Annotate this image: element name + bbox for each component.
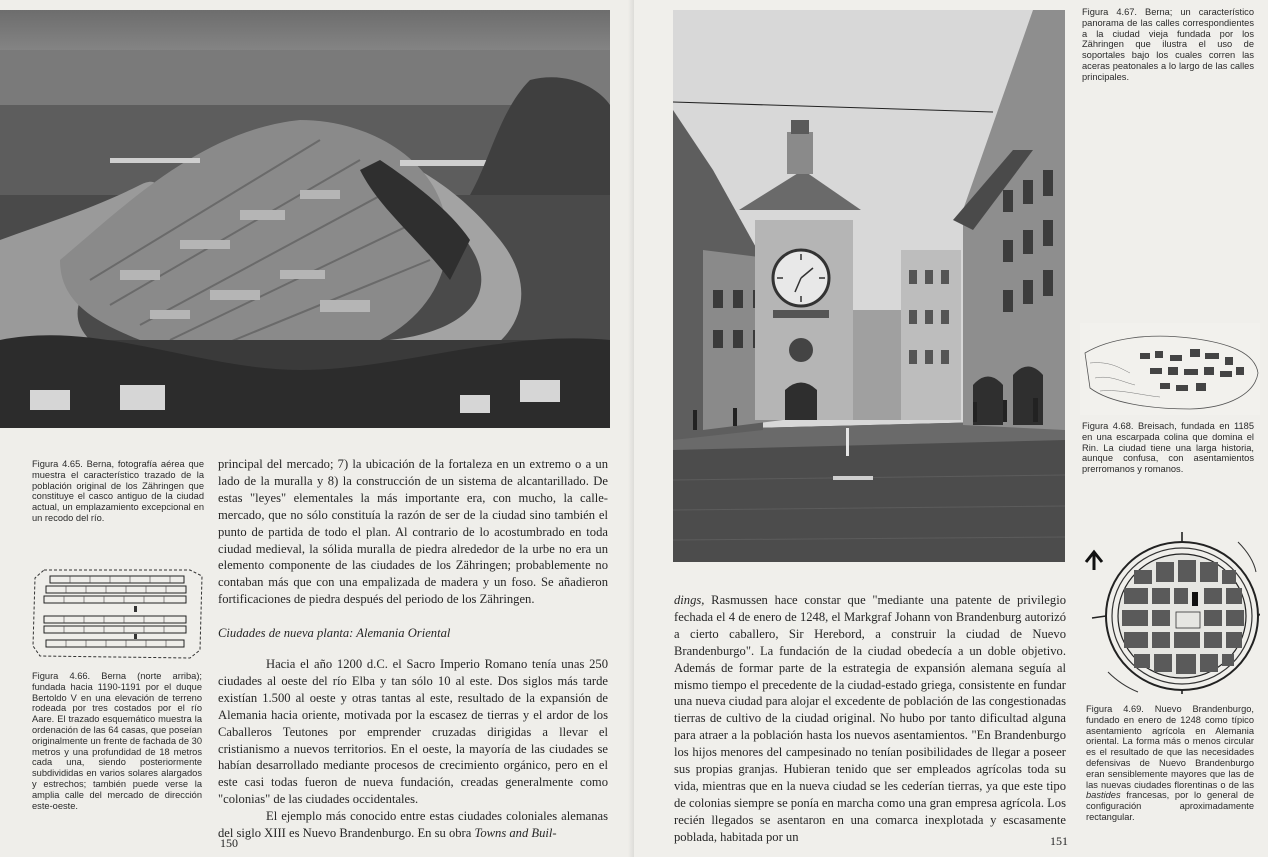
page-number-right: 151 — [1050, 834, 1068, 848]
right-paragraph-1: dings, Rasmussen hace constar que "mediante una patente de privilegio fechada el 4 de enero de 1248, el Markgraf Johann von Brandenburg autorizó a cierto caballero, Sir Herebord, a construir la ciudad de Nuevo Brandenburgo". La fundación de la ciudad obedecía a un doble objetivo. Además de formar parte de la estrategia de expansión alemana seguía al mismo tiempo el precedente de la ciudad-estado griega, consistente en fundar una nueva ciudad para alojar el excedente de población de las congestionadas tierras de cultivo de la ciudad original. No hubo por tanto dificultad alguna para atraer a la población hasta los nuevos asentamientos. "En Brandenburgo los hijos menores del campesinado no tenían posibilidades de llegar a poseer sus propias granjas. Hubieran tenido que ser empleados agrícolas toda su vida, mientras que en la nueva ciudad se les cederían tierras, ya que este tipo de colonias siempre se ponía en marcha como una gran empresa agrícola. Los recién llegados se asentaron en una comarca inexplotada y escasamente poblada, habitada por un — [674, 593, 1067, 844]
caption-figure-4-69: Figura 4.69. Nuevo Brandenburgo, fundado en enero de 1248 como típico asentamiento agrícola en Alemania oriental. La forma más o menos circular es el resultado de que las necesidades defensivas de Nuevo Brandenburgo eran sensiblemente mayores que las de las nuevas ciudades florentinas o de las bastides francesas, por lo general de configuración aproximadamente rectangular. — [1086, 704, 1254, 822]
caption-figure-4-65: Figura 4.65. Berna, fotografía aérea que muestra el característico trazado de la población original de los Zähringen que constituye el casco antiguo de la ciudad actual, un emplazamiento excepcional en un recodo del río. — [32, 459, 204, 523]
section-heading: Ciudades de nueva planta: Alemania Oriental — [218, 626, 451, 640]
neubrandenburg-plan — [1078, 532, 1260, 694]
caption-figure-4-66: Figura 4.66. Berna (norte arriba); fundada hacia 1190-1191 por el duque Bertoldo V en una elevación de terreno rodeada por tres costados por el río Aare. El trazado esquemático muestra la ordenación de las 64 casas, que poseían originalmente un frente de fachada de 30 metros y una profundidad de 18 metros cada una, siendo posteriormente subdivididas en varios solares alargados y estrechos; también puede verse la amplia calle del mercado de dirección este-oeste. — [32, 671, 202, 811]
right-page — [634, 0, 1268, 857]
book-title-italic: Towns and Buil- — [474, 826, 557, 841]
bern-street-clock-tower-photo — [673, 10, 1065, 562]
page-number-left: 150 — [220, 836, 238, 850]
breisach-sketch — [1080, 323, 1260, 415]
left-paragraph-2: Hacia el año 1200 d.C. el Sacro Imperio Romano tenía unas 250 ciudades al oeste del río Elba y tan sólo 10 al este. Dos siglos más tarde existían 1.500 al oeste y otras tantas al este, resultado de la expansión de Alemania hacia oriente, motivada por la escasez de tierras y el ardor de los Caballeros Teutones por emprender cruzadas dirigidas a llevar el cristianismo a nuevos territorios. En el oeste, la mayoría de las ciudades se habían desarrollado mediante procesos de crecimiento orgánico, pero en el este casi todas fueron de nueva fundación, creadas generalmente como "colonias" de las ciudades occidentales. — [218, 657, 608, 807]
right-body-text — [674, 592, 1066, 846]
north-arrow-icon — [1086, 552, 1102, 570]
left-body-text-continuation — [218, 456, 608, 608]
caption-figure-4-68: Figura 4.68. Breisach, fundada en 1185 en una escarpada colina que domina el Rin. La ciudad tiene una larga historia, aunque confusa, con asentamientos prerromanos y romanos. — [1082, 421, 1254, 475]
left-body-text — [218, 656, 608, 842]
caption-figure-4-67: Figura 4.67. Berna; un característico panorama de las calles correspondientes a la ciudad vieja fundada por los Zähringen que ilustra el uso de soportales bajo los cuales corren las aceras peatonales a lo largo de las calles principales. — [1082, 7, 1254, 82]
bern-schematic-plan — [30, 566, 205, 660]
left-paragraph-1: principal del mercado; 7) la ubicación de la fortaleza en un extremo o a un lado de la muralla y 8) la construcción de un sistema de alcantarillado. De estas "leyes" elementales la más importante era, con mucho, la calle-mercado, que no sólo constituía la razón de ser de la ciudad sino también el punto de partida de todo el plan. Al contrario de lo acostumbrado en toda ciudad medieval, la sólida muralla de piedra alrededor de la urbe no era un elemento componente de las ciudades de los Zähringen; probablemente no contaban más que con una empalizada de madera y un foso. Se añadieron fortificaciones de piedra después del periodo de los Zähringen. — [218, 457, 608, 607]
left-paragraph-3: El ejemplo más conocido entre estas ciudades coloniales alemanas del siglo XIII es Nuevo Brandenburgo. En su obra Towns and Buil- — [218, 809, 608, 841]
bern-aerial-photo — [0, 10, 610, 428]
